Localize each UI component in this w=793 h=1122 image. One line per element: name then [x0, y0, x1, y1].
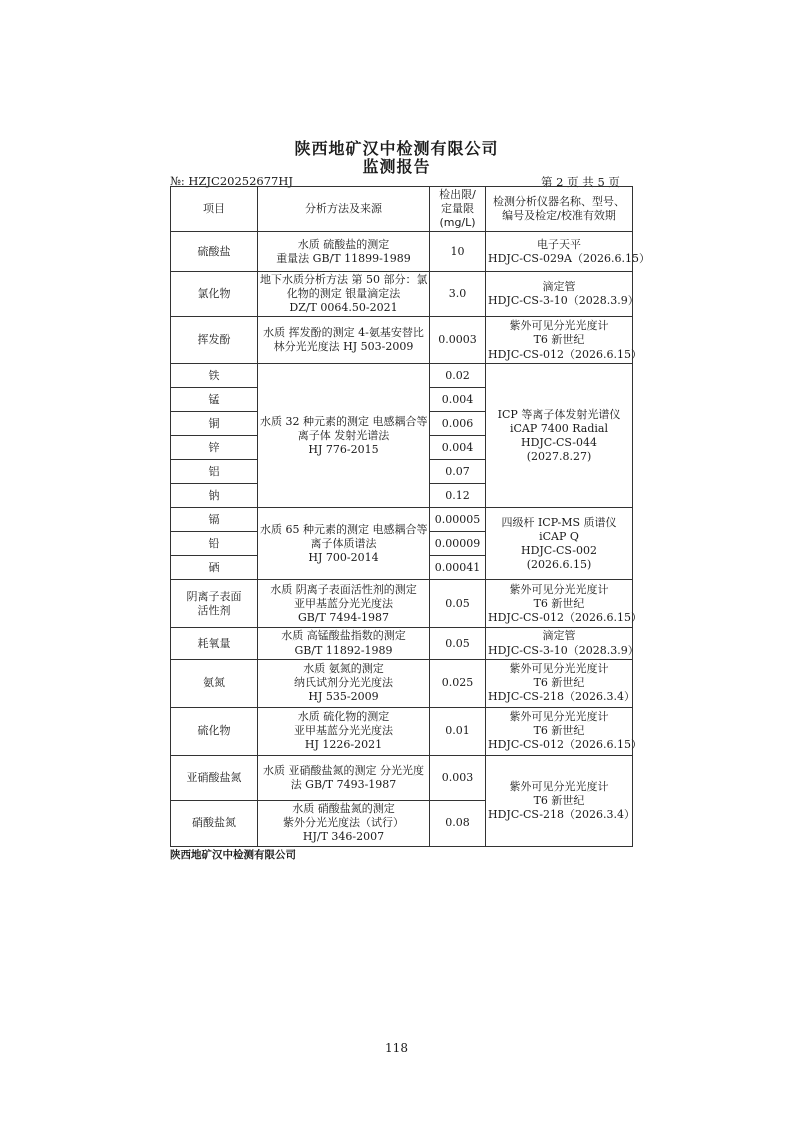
- report-number: №: HZJC20252677HJ: [170, 174, 294, 188]
- item-cell: [171, 580, 258, 628]
- item-cell: [171, 532, 258, 556]
- cell-text-line: 化物的测定 银量滴定法: [286, 287, 401, 301]
- cell-text-line: 纳氏试剂分光光度法: [294, 676, 393, 690]
- cell-text-line: iCAP Q: [539, 529, 579, 543]
- cell-text-line: T6 新世纪: [533, 793, 585, 807]
- icpms-instrument-cell: [486, 508, 633, 580]
- cell-text-line: 定量限: [441, 202, 474, 216]
- cell-text-line: 铁: [208, 368, 220, 382]
- method-cell: [258, 755, 430, 800]
- item-cell: [171, 317, 258, 364]
- cell-text-line: 四级杆 ICP-MS 质谱仪: [501, 515, 617, 529]
- item-cell: [171, 556, 258, 580]
- cell-text-line: 铝: [208, 464, 220, 478]
- instrument-cell: [486, 628, 639, 659]
- cell-text-line: 氨氮: [203, 676, 225, 690]
- cell-text-line: (2026.6.15): [526, 558, 592, 572]
- table-row: [171, 364, 633, 388]
- limit-cell: 0.0003: [430, 317, 486, 364]
- table-row: [171, 659, 633, 707]
- instrument-cell: [486, 232, 650, 272]
- cell-text-line: 分析方法及来源: [305, 202, 382, 216]
- cell-text-line: 铜: [208, 416, 220, 430]
- cell-text-line: 硫化物: [197, 724, 231, 738]
- instrument-cell: [486, 317, 643, 364]
- item-cell: [171, 388, 258, 412]
- cell-text-line: HJ 776-2015: [308, 443, 379, 456]
- cell-text-line: 水质 硝酸盐氮的测定: [292, 802, 395, 815]
- cell-text-line: 滴定管: [542, 280, 576, 294]
- cell-text-line: 活性剂: [197, 603, 231, 617]
- cell-text-line: GB/T 7494-1987: [297, 611, 390, 624]
- cell-text-line: (2027.8.27): [526, 450, 592, 464]
- cell-text-line: 水质 32 种元素的测定 电感耦合等: [260, 414, 428, 428]
- cell-text-line: HJ/T 346-2007: [302, 830, 385, 844]
- cell-text-line: 项目: [203, 202, 225, 216]
- cell-text-line: 氯化物: [197, 287, 231, 301]
- cell-text-line: 亚硝酸盐氮: [186, 770, 242, 784]
- cell-text-line: 挥发酚: [197, 333, 231, 347]
- header-limit: [430, 187, 486, 232]
- method-cell: [258, 800, 430, 846]
- cell-text-line: 铅: [208, 536, 220, 550]
- cell-text-line: 水质 氨氮的测定: [303, 662, 384, 675]
- item-cell: [171, 364, 258, 388]
- cell-text-line: HDJC-CS-044: [520, 435, 598, 449]
- cell-text-line: 亚甲基蓝分光光度法: [294, 596, 393, 610]
- cell-text-line: HJ 700-2014: [308, 551, 379, 564]
- cell-text-line: HDJC-CS-218（2026.3.4）: [488, 807, 636, 821]
- item-cell: [171, 628, 258, 659]
- limit-cell: 0.025: [430, 659, 486, 707]
- cell-text-line: iCAP 7400 Radial: [510, 421, 608, 435]
- cell-text-line: DZ/T 0064.50-2021: [289, 301, 398, 315]
- page-number: 118: [385, 1041, 408, 1055]
- page-info: 第 2 页 共 5 页: [541, 175, 620, 189]
- cell-text-line: HDJC-CS-3-10（2028.3.9）: [488, 643, 639, 657]
- limit-cell: 0.00009: [430, 532, 486, 556]
- cell-text-line: 水质 阴离子表面活性剂的测定: [270, 582, 417, 596]
- item-cell: [171, 755, 258, 800]
- cell-text-line: 离子体质谱法: [310, 536, 377, 550]
- cell-text-line: 紫外可见分光光度计: [509, 582, 609, 596]
- limit-cell: 0.12: [430, 484, 486, 508]
- table-row: [171, 707, 633, 755]
- cell-text-line: HDJC-CS-029A（2026.6.15）: [488, 251, 650, 265]
- icp-method-cell: [258, 364, 430, 508]
- limit-cell: 3.0: [430, 272, 486, 317]
- cell-text-line: 亚甲基蓝分光光度法: [294, 724, 393, 738]
- cell-text-line: 紫外可见分光光度计: [509, 662, 609, 675]
- limit-cell: 0.05: [430, 580, 486, 628]
- table-row: [171, 580, 633, 628]
- limit-cell: 0.00041: [430, 556, 486, 580]
- footer-company: 陕西地矿汉中检测有限公司: [170, 849, 296, 861]
- header-item: [171, 187, 258, 232]
- cell-text-line: (mg/L): [439, 216, 476, 230]
- cell-text-line: T6 新世纪: [533, 724, 585, 738]
- item-cell: [171, 707, 258, 755]
- report-title: 监测报告: [362, 157, 431, 176]
- table-row: [171, 755, 633, 800]
- method-cell: [258, 707, 430, 755]
- cell-text-line: T6 新世纪: [533, 333, 585, 347]
- cell-text-line: 紫外可见分光光度计: [509, 779, 609, 793]
- cell-text-line: 离子体 发射光谱法: [297, 428, 390, 442]
- cell-text-line: 耗氧量: [197, 636, 231, 650]
- cell-text-line: GB/T 11892-1989: [294, 643, 393, 657]
- item-cell: [171, 436, 258, 460]
- instrument-cell: [486, 272, 639, 317]
- header-instrument: [486, 187, 633, 232]
- cell-text-line: 法 GB/T 7493-1987: [290, 777, 397, 791]
- cell-text-line: 水质 高锰酸盐指数的测定: [281, 629, 406, 643]
- cell-text-line: 编号及检定/校准有效期: [502, 209, 616, 223]
- nitrogen-instrument-cell: [486, 755, 636, 846]
- cell-text-line: HJ 1226-2021: [304, 738, 383, 752]
- item-cell: [171, 800, 258, 846]
- method-cell: [258, 272, 430, 317]
- cell-text-line: 检测分析仪器名称、型号、: [493, 195, 625, 209]
- cell-text-line: 锰: [208, 392, 220, 406]
- method-cell: [258, 317, 430, 364]
- cell-text-line: 紫外分光光度法（试行）: [283, 816, 404, 830]
- item-cell: [171, 508, 258, 532]
- limit-cell: 0.07: [430, 460, 486, 484]
- table-row: [171, 508, 633, 532]
- cell-text-line: HDJC-CS-002: [520, 543, 598, 557]
- cell-text-line: 硒: [208, 560, 220, 574]
- item-cell: [171, 272, 258, 317]
- item-cell: [171, 460, 258, 484]
- cell-text-line: T6 新世纪: [533, 596, 585, 610]
- table-row: [171, 272, 633, 317]
- cell-text-line: 水质 亚硝酸盐氮的测定 分光光度: [263, 763, 424, 777]
- header-method: [258, 187, 430, 232]
- instrument-cell: [486, 659, 636, 707]
- method-cell: [258, 232, 430, 272]
- cell-text-line: 水质 硫酸盐的测定: [297, 237, 390, 251]
- cell-text-line: ICP 等离子体发射光谱仪: [497, 407, 621, 421]
- limit-cell: 0.00005: [430, 508, 486, 532]
- cell-text-line: 地下水质分析方法 第 50 部分：氯: [260, 273, 428, 287]
- cell-text-line: 电子天平: [537, 237, 581, 251]
- limit-cell: 0.08: [430, 800, 486, 846]
- cell-text-line: 阴离子表面: [186, 589, 242, 603]
- limit-cell: 0.006: [430, 412, 486, 436]
- cell-text-line: HDJC-CS-012（2026.6.15）: [488, 347, 643, 361]
- item-cell: [171, 412, 258, 436]
- item-cell: [171, 484, 258, 508]
- cell-text-line: 检出限/: [439, 188, 476, 201]
- cell-text-line: 紫外可见分光光度计: [509, 319, 609, 333]
- cell-text-line: 钠: [208, 488, 220, 502]
- limit-cell: 0.02: [430, 364, 486, 388]
- cell-text-line: 硫酸盐: [197, 244, 231, 258]
- cell-text-line: 林分光光度法 HJ 503-2009: [273, 340, 414, 354]
- item-cell: [171, 659, 258, 707]
- monitoring-table: [170, 186, 650, 847]
- cell-text-line: 水质 硫化物的测定: [297, 710, 390, 723]
- method-cell: [258, 659, 430, 707]
- limit-cell: 10: [430, 232, 486, 272]
- icpms-method-cell: [258, 508, 430, 580]
- limit-cell: 0.004: [430, 436, 486, 460]
- cell-text-line: 镉: [208, 512, 220, 526]
- cell-text-line: 水质 挥发酚的测定 4-氨基安替比: [263, 326, 424, 340]
- table-row: [171, 232, 633, 272]
- cell-text-line: HDJC-CS-218（2026.3.4）: [488, 690, 636, 704]
- cell-text-line: HJ 535-2009: [308, 690, 379, 704]
- cell-text-line: 水质 65 种元素的测定 电感耦合等: [260, 522, 428, 536]
- limit-cell: 0.004: [430, 388, 486, 412]
- method-cell: [258, 580, 430, 628]
- cell-text-line: HDJC-CS-012（2026.6.15）: [488, 738, 643, 752]
- cell-text-line: 紫外可见分光光度计: [509, 710, 609, 723]
- cell-text-line: HDJC-CS-3-10（2028.3.9）: [488, 294, 639, 308]
- limit-cell: 0.003: [430, 755, 486, 800]
- method-cell: [258, 628, 430, 659]
- cell-text-line: 硝酸盐氮: [192, 816, 236, 830]
- instrument-cell: [486, 580, 643, 628]
- cell-text-line: 锌: [208, 440, 220, 454]
- table-row: [171, 628, 633, 659]
- table-header-row: [171, 187, 633, 232]
- cell-text-line: HDJC-CS-012（2026.6.15）: [488, 611, 643, 624]
- table-row: [171, 317, 633, 364]
- icp-instrument-cell: [486, 364, 633, 508]
- company-title: 陕西地矿汉中检测有限公司: [294, 139, 499, 158]
- cell-text-line: 重量法 GB/T 11899-1989: [276, 251, 411, 265]
- item-cell: [171, 232, 258, 272]
- cell-text-line: 滴定管: [542, 629, 576, 643]
- limit-cell: 0.01: [430, 707, 486, 755]
- instrument-cell: [486, 707, 643, 755]
- limit-cell: 0.05: [430, 628, 486, 659]
- cell-text-line: T6 新世纪: [533, 676, 585, 690]
